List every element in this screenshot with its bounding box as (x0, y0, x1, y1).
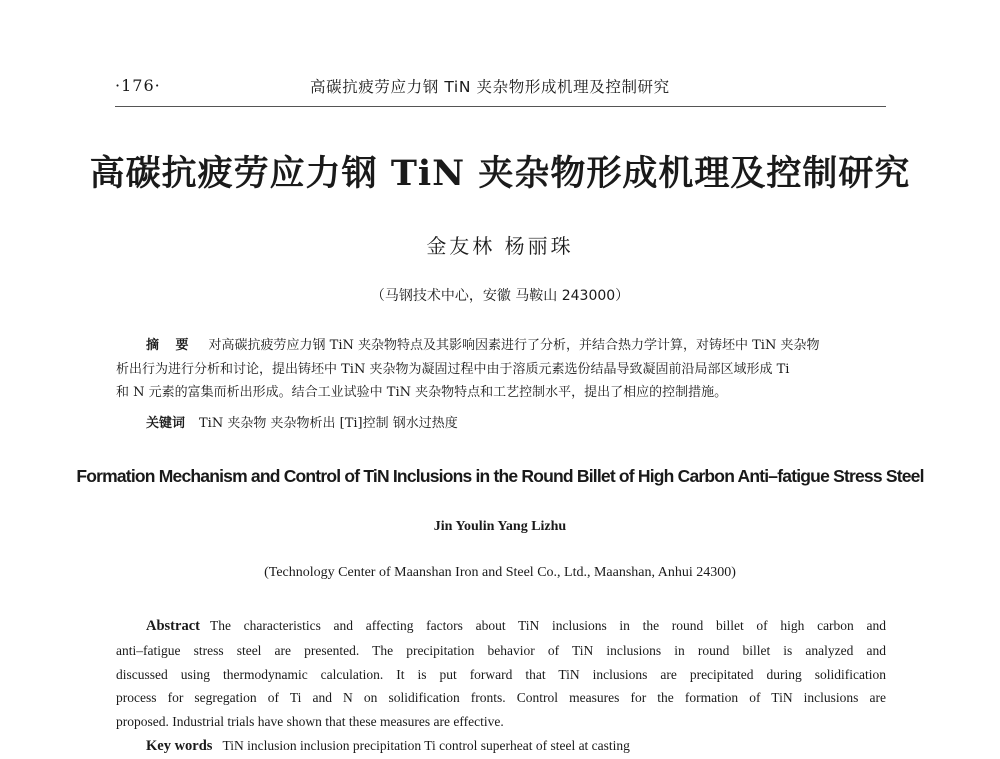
abstract-english-line-2: anti–fatigue stress steel are presented. The precipitation behavior of TiN inclusions in round billet is analyzed and (116, 642, 886, 658)
abstract-chinese-line-1 (146, 334, 886, 358)
keywords-chinese (146, 412, 458, 431)
title-chinese: 高碳抗疲劳应力钢 TiN 夹杂物形成机理及控制研究 (89, 153, 911, 194)
keywords-chinese-text: TiN 夹杂物 夹杂物析出 [Ti]控制 钢水过热度 (199, 416, 458, 431)
keywords-english-text: TiN inclusion inclusion precipitation Ti control superheat of steel at casting (222, 738, 630, 753)
abstract-chinese (116, 334, 886, 405)
abstract-chinese-line-3: 和 N 元素的富集而析出形成。结合工业试验中 TiN 夹杂物特点和工艺控制水平，提出了相应的控制措施。 (116, 385, 728, 400)
abstract-chinese-line-2: 析出行为进行分析和讨论，提出铸坯中 TiN 夹杂物为凝固过程中由于溶质元素选份结晶导致凝固前沿局部区域形成 Ti (116, 361, 790, 377)
abstract-label-chinese: 摘 要 (146, 338, 195, 353)
abstract-english-text-1: The characteristics and affecting factors about TiN inclusions in the round billet of high carbon and (209, 618, 886, 633)
abstract-english-line-1 (116, 614, 886, 639)
abstract-label-english: Abstract (146, 618, 200, 634)
abstract-chinese-text-1: 对高碳抗疲劳应力钢 TiN 夹杂物特点及其影响因素进行了分析，并结合热力学计算，对铸坯中 TiN 夹杂物 (208, 338, 820, 353)
running-header (115, 74, 885, 100)
keywords-label-english: Key words (146, 738, 213, 754)
title-english: Formation Mechanism and Control of TiN Inclusions in the Round Billet of High Carbon Anti–fatigue Stress Steel (76, 466, 924, 486)
abstract-english-line-4: process for segregation of Ti and N on solidification fronts. Control measures for the formation of TiN inclusions are (116, 690, 886, 706)
running-title: 高碳抗疲劳应力钢 TiN 夹杂物形成机理及控制研究 (310, 78, 670, 96)
header-rule (115, 106, 886, 107)
page-number: ·176· (115, 76, 161, 95)
abstract-english (116, 614, 886, 734)
abstract-english-line-3: discussed using thermodynamic calculation. It is put forward that TiN inclusions are precipitated during solidification (116, 666, 886, 682)
abstract-english-line-5: proposed. Industrial trials have shown that these measures are effective. (116, 714, 504, 730)
affiliation-english: (Technology Center of Maanshan Iron and Steel Co., Ltd., Maanshan, Anhui 24300) (264, 565, 736, 580)
affiliation-chinese: （马钢技术中心，安徽 马鞍山 243000） (370, 288, 630, 304)
keywords-english (146, 738, 630, 755)
authors-english: Jin Youlin Yang Lizhu (433, 519, 567, 534)
authors-chinese: 金友林 杨丽珠 (426, 234, 574, 258)
keywords-label-chinese: 关键词 (146, 416, 186, 431)
